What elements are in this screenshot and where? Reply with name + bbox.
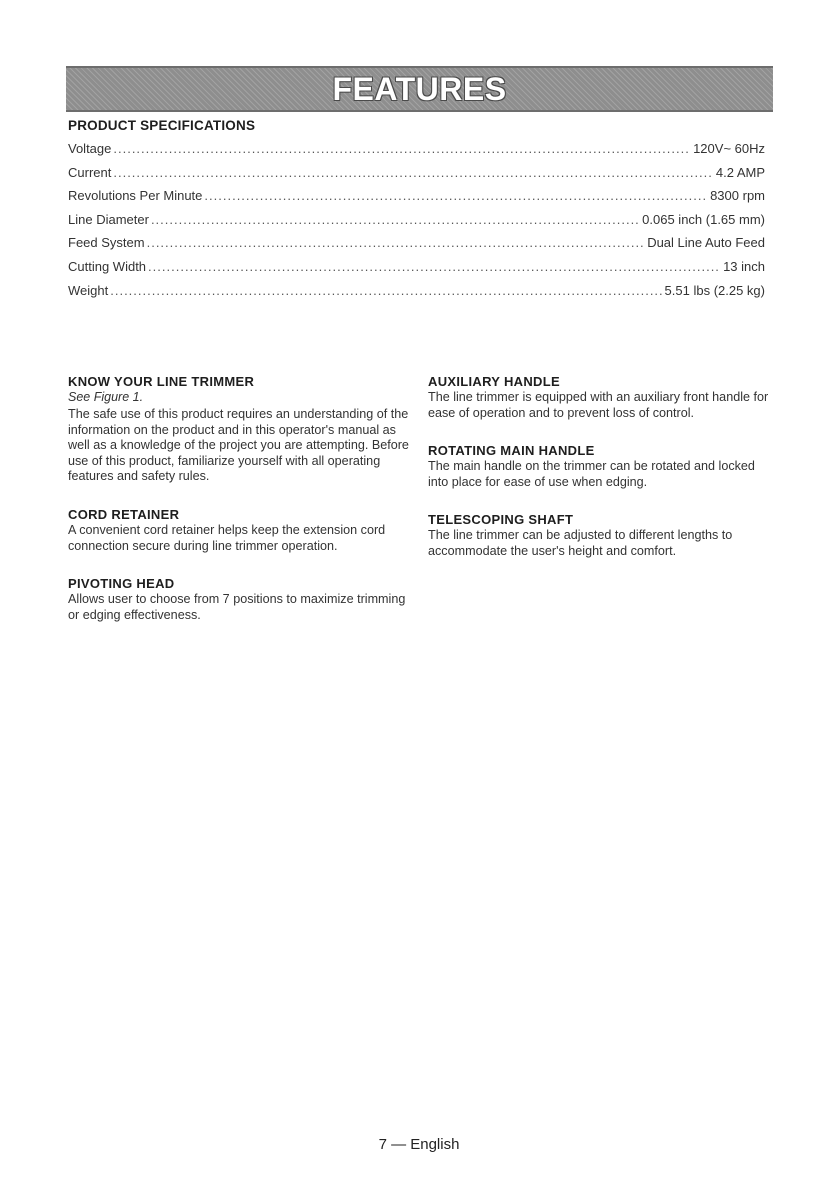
page-number: 7 — English: [378, 1136, 460, 1153]
spec-row-rpm: [68, 188, 765, 212]
spec-label: Weight: [68, 282, 109, 298]
specifications-list: [68, 141, 765, 306]
spec-label: Line Diameter: [68, 211, 149, 227]
spec-value: 13 inch: [723, 258, 765, 274]
section-auxiliary-handle: [428, 374, 770, 421]
spec-row-voltage: [68, 141, 765, 165]
figure-reference: See Figure 1.: [68, 390, 144, 404]
features-banner: [66, 66, 773, 112]
spec-row-current: [68, 165, 765, 189]
section-heading: AUXILIARY HANDLE: [428, 374, 560, 389]
dot-leader: [148, 259, 721, 274]
section-heading: ROTATING MAIN HANDLE: [428, 443, 595, 459]
section-body: A convenient cord retainer helps keep the extension cord connection secure during line trimmer operation.: [68, 522, 386, 553]
spec-row-cutting-width: [68, 259, 765, 283]
section-body: The line trimmer is equipped with an auxiliary front handle for ease of operation and to prevent loss of control.: [428, 390, 769, 420]
dot-leader: [204, 188, 708, 203]
spec-label: Feed System: [68, 235, 145, 251]
specifications-heading: PRODUCT SPECIFICATIONS: [68, 118, 256, 133]
section-heading: KNOW YOUR LINE TRIMMER: [68, 374, 255, 389]
dot-leader: [113, 141, 691, 156]
spec-label: Cutting Width: [68, 258, 147, 274]
dot-leader: [147, 235, 646, 250]
dot-leader: [151, 212, 640, 227]
spec-label: Revolutions Per Minute: [68, 188, 203, 204]
dot-leader: [110, 283, 662, 298]
section-body: The main handle on the trimmer can be rotated and locked into place for ease of use when edging.: [428, 459, 755, 489]
spec-value: 120V~ 60Hz: [693, 141, 765, 156]
spec-value: 0.065 inch (1.65 mm): [642, 211, 765, 227]
spec-row-line-diameter: [68, 212, 765, 236]
section-telescoping-shaft: [428, 512, 770, 559]
section-know-your-line-trimmer: [68, 374, 413, 485]
section-body: The safe use of this product requires an understanding of the information on the product and in this operator's manual as well as a knowledge of the project you are attempting. Before use of this product, familiarize yourself with all operating features and safety rules.: [68, 407, 409, 484]
spec-value: 4.2 AMP: [715, 164, 765, 180]
section-pivoting-head: [68, 576, 413, 623]
section-cord-retainer: [68, 507, 413, 554]
right-column: [428, 374, 770, 582]
section-body: The line trimmer can be adjusted to different lengths to accommodate the user's height and comfort.: [428, 528, 733, 558]
banner-title: FEATURES: [332, 70, 507, 107]
dot-leader: [113, 165, 714, 180]
spec-row-feed-system: [68, 235, 765, 259]
spec-label: Current: [68, 164, 112, 180]
section-rotating-main-handle: [428, 443, 770, 490]
spec-row-weight: [68, 283, 765, 307]
left-column: [68, 374, 413, 645]
section-body: Allows user to choose from 7 positions to maximize trimming or edging effectiveness.: [68, 592, 406, 622]
spec-label: Voltage: [68, 141, 112, 156]
section-heading: TELESCOPING SHAFT: [428, 512, 574, 528]
section-heading: PIVOTING HEAD: [68, 576, 175, 592]
spec-value: 5.51 lbs (2.25 kg): [664, 282, 765, 298]
spec-value: Dual Line Auto Feed: [647, 235, 765, 251]
spec-value: 8300 rpm: [710, 188, 765, 204]
section-heading: CORD RETAINER: [68, 506, 180, 522]
